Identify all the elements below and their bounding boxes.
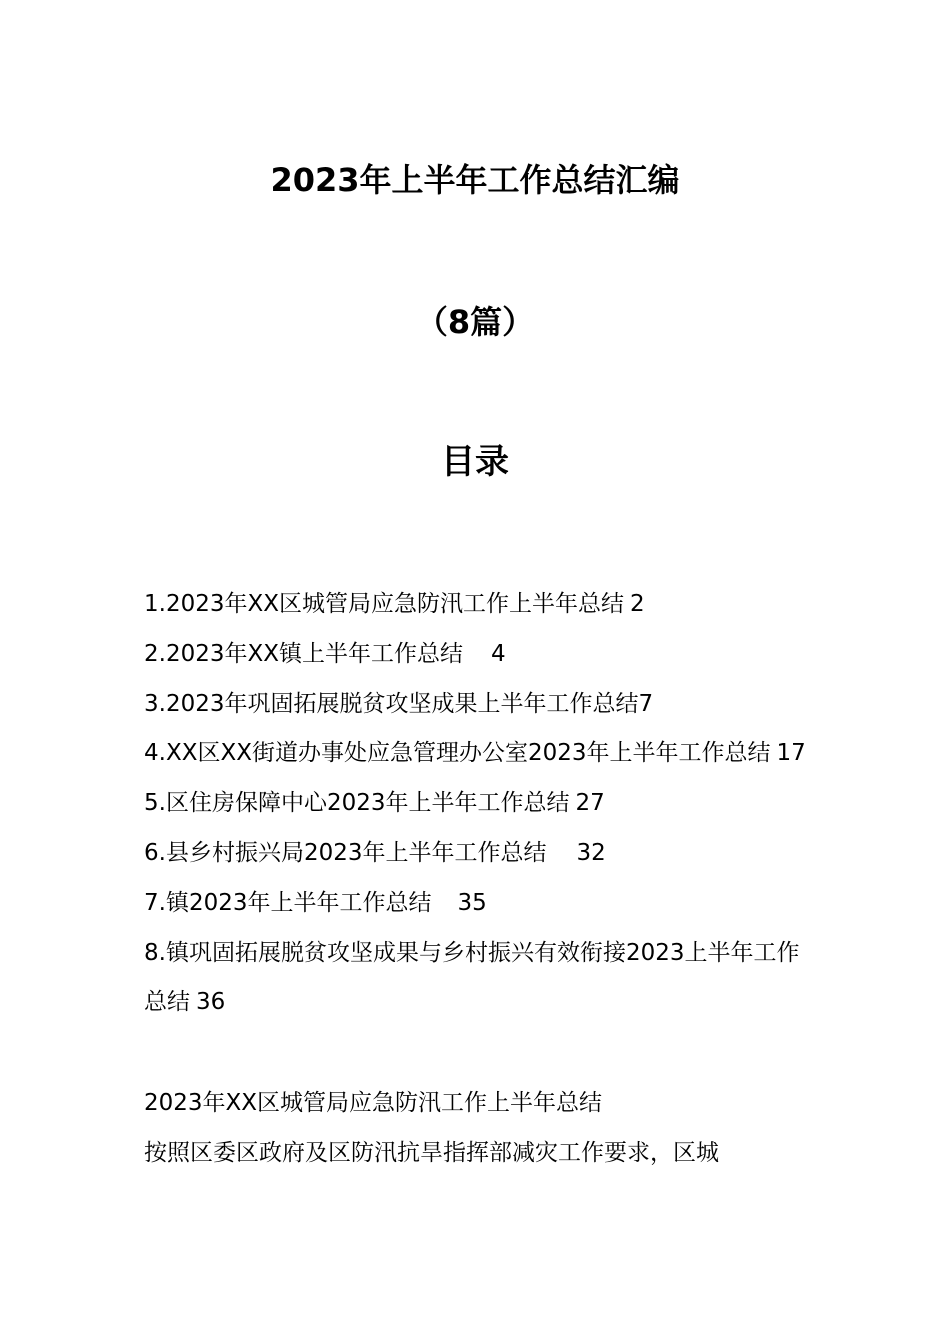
toc-item-text: 4.XX区XX街道办事处应急管理办公室2023年上半年工作总结: [144, 740, 771, 767]
toc-item-page: 27: [575, 790, 605, 817]
toc-item-page: 32: [576, 839, 606, 866]
document-subtitle: （8篇）: [415, 303, 535, 341]
section-paragraph: 按照区委区政府及区防汛抗旱指挥部减灾工作要求，区城: [144, 1140, 719, 1166]
toc-item[interactable]: [144, 829, 810, 879]
toc-item-page: 36: [196, 989, 226, 1016]
toc-item-text: 7.镇2023年上半年工作总结: [144, 889, 432, 916]
toc-item-text: 3.2023年巩固拓展脱贫攻坚成果上半年工作总结: [144, 690, 639, 717]
toc-item-page: 4: [491, 640, 506, 667]
toc-item-text: 2.2023年XX镇上半年工作总结: [144, 640, 463, 667]
toc-item-page: 7: [638, 690, 654, 717]
toc-item-page: 17: [776, 740, 806, 767]
toc-item[interactable]: [144, 729, 810, 779]
toc-item-text: 8.镇巩固拓展脱贫攻坚成果与乡村振兴有效衔接2023上半年工作总结: [144, 939, 800, 1016]
toc-item[interactable]: [144, 680, 810, 730]
toc-item[interactable]: [144, 630, 810, 680]
toc-item-page: 35: [457, 889, 487, 916]
toc-item[interactable]: [144, 879, 810, 929]
toc-item[interactable]: [144, 580, 810, 630]
section-heading: 2023年XX区城管局应急防汛工作上半年总结: [144, 1090, 603, 1116]
toc-item-page: 2: [630, 591, 645, 617]
toc-item[interactable]: [144, 779, 810, 829]
table-of-contents: [144, 580, 810, 1028]
toc-item-text: 5.区住房保障中心2023年上半年工作总结: [144, 790, 570, 817]
toc-heading: 目录: [441, 442, 509, 482]
toc-item[interactable]: [144, 929, 810, 1029]
toc-item-text: 6.县乡村振兴局2023年上半年工作总结: [144, 839, 547, 866]
toc-item-text: 1.2023年XX区城管局应急防汛工作上半年总结: [144, 591, 624, 617]
document-title: 2023年上半年工作总结汇编: [270, 161, 680, 199]
